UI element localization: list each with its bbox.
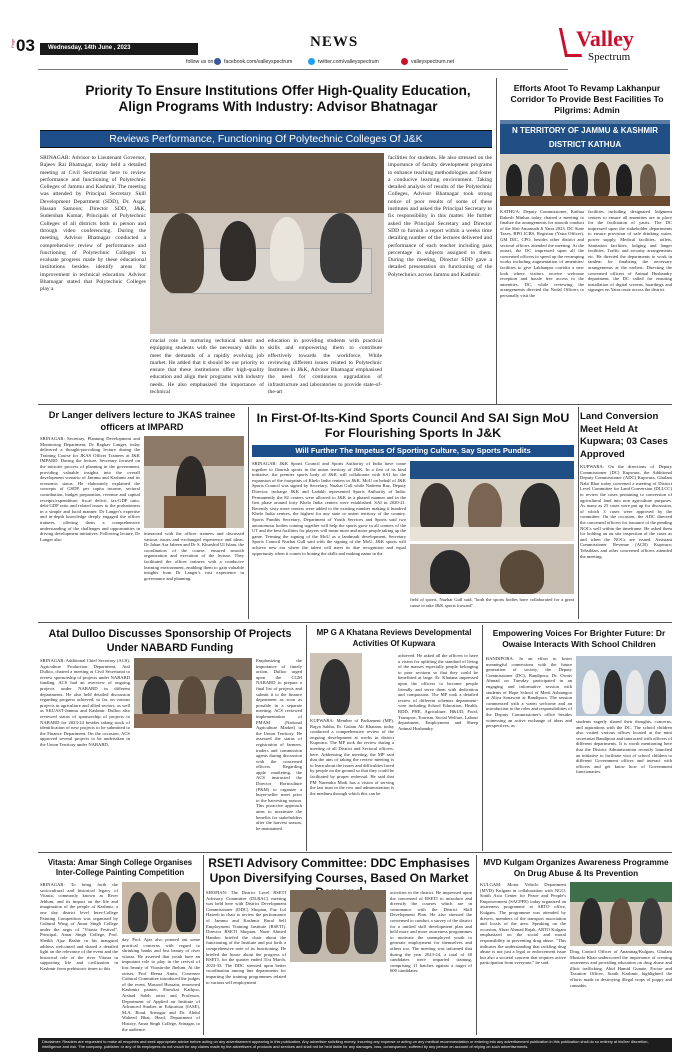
photo-a9 xyxy=(122,882,200,934)
deck-a4 xyxy=(252,445,574,457)
logo-top: Valley xyxy=(576,26,634,51)
headline-a4: In First-Of-Its-Kind Sports Council And SAI Sign MoU For Flourishing Sports In J&K xyxy=(256,411,570,440)
a10-col1: SHOPIAN: The District Level RSETI Advisory Committee (DLRAC) meeting was held here with District Development Commissioner (DDC) Shopian, Faz Lul Haseeb in chair to review the performance of Jammu and Kashmir Rural Self Employment Training Institute (RSETI). Director RSETI Shopian, Nazir Ahmed Handoo briefed the chair about the functioning of the Institute and put forth a comprehensive note of its functioning. He briefed the house about the progress of RSETI, for the quarter ended 31st March, 2023-33. The DDC stressed upon better coordination among line departments for imparting the training programmes related to various self employment xyxy=(206,890,286,985)
photo-a6 xyxy=(134,658,252,728)
banner-a2: N TERRITORY OF JAMMU & KASHMIR DISTRICT KATHUA xyxy=(500,124,670,154)
photo-a11 xyxy=(570,882,672,946)
photo-a4b xyxy=(410,544,574,594)
v-divider-bottom-a xyxy=(306,625,307,851)
headline-a2: Efforts Afoot To Revamp Lakhanpur Corridor To Provide Best Facilities To Pilgrims: Admin xyxy=(510,83,664,115)
page-label: Page xyxy=(10,38,15,48)
facebook-link[interactable]: facebook.com/valleyspectrum xyxy=(224,59,293,65)
a2-col2: facilities including designated lodgment centers to ensure all amenities are in place for the facilitation of yatris. The DC impressed upon the stakeholder departments to ensure provision of safe drinking water, power supply, Medical facilities, toilets, Sanitation facilities, lodging and langer facilities, Traffic and security arrangements etc. He directed the departments to work in tandem for finalizing the necessary arrangements at the earliest. Directing the concerned officers of Animal Husbandry department, the DC called for ensuring installation of digital screens, hoardings and signages on Yatra route across the district. xyxy=(588,209,672,293)
v-divider-mid-b xyxy=(578,407,579,619)
photo-a3 xyxy=(144,436,244,528)
logo-bottom: Spectrum xyxy=(588,51,631,63)
a1-col3: education in providing students with practical skills and empowering them to contribute effectively towards the workforce. While reviewing different issues related to Polytechnic Institutes in J&K, Advisor Bhatnagar emphasised the need for continuous upgradation of infrastructure and laboratories to provide state-of-the-art xyxy=(268,338,382,396)
v-divider-bottom-b xyxy=(482,625,483,851)
a1-col1: SRINAGAR: Advisor to Lieutenant Governor, Rajeev Rai Bhatnagar, today held a detailed meeting at Civil Secretariat here to review performance and functioning of Polytechnic Colleges of Jammu and Kashmir. The meeting was attended by Principal Secretary Skill Development Department (SDD), Dr. Asgar Hassan Samoon; Director SDD, J&K, Sudershan Kumar, Principals of Polytechnic Colleges of all districts both in person and through video conferencing. During the meeting, Advisor Bhatnagar conducted a comprehensive review of performance and functioning of Polytechnic Colleges to evaluate progress made by these educational institutions besides identify areas for improvement in technical education. Advisor Bhatnagar stated that Polytechnic Colleges play a xyxy=(40,155,146,293)
twitter-link[interactable]: twitter.com/valleyspectrum xyxy=(318,59,379,65)
a6-col2: Emphasizing the importance of timely action, Dulloo urged upon the CGM NABARD to prepare a final list of projects and submit it to the finance department as soon as possible in a separate meeting. ACS reviewed implementation of PMAM (National Agriculture Market) in the Union Territory. He assessed the status of registration of farmers, traders and commission agents during discussion with the concerned officers. Regarding apple marketing, the ACS instructed the Director Horticulture (P&M) to organize a buyer-seller meet prior to the harvesting season. This proactive approach aims to maximize the benefits for stakeholders after the harvest season, he maintained. xyxy=(256,658,302,831)
logo xyxy=(562,24,670,68)
social-bar xyxy=(186,59,566,67)
photo-a7 xyxy=(310,653,362,715)
issue-date: Wednesday, 14th June , 2023 xyxy=(48,45,131,51)
website-link[interactable]: valleyspectrum.net xyxy=(411,59,455,65)
a8-col2: students eagerly shared their thoughts, concerns, and aspirations with the DC. The school children also visited various offices located at the mini secretariat Bandipora and interacted with officers of different departments. It is worth mentioning here that the District Administration recently launched an initiative to facilitate visit of school children to different Government offices and interact with officers and get know how of Government functionaries. xyxy=(576,719,672,775)
header-divider xyxy=(38,69,568,70)
headline-a8: Empowering Voices For Brighter Future: Dr Owaise Interacts With School Children xyxy=(492,628,666,649)
headline-a7: MP G A Khatana Reviews Developmental Activities Of Kupwara xyxy=(316,628,472,648)
twitter-icon xyxy=(308,58,315,65)
a1-col4: facilities for students. He also stressed on the importance of faculty development programs to enhance teaching methodologies and foster a conducive learning environment. Taking detailed analysis of results of the Polytechnic Colleges, Advisor Bhatnagar took strong notice of poor results of some of these institutes and asked the Principal Secretary to fix responsibility in this matter. He further asked the Principal Secretary and Director SDD to furnish a report within a weeks time detailing number of the lectures delivered and performance of each teacher including pass percentage in subjects assigned to them. During the meeting, Director SDD gave a detailed presentation on functioning of the Polytechnics across Jammu and Kashmir. xyxy=(388,155,492,278)
deck-a1-text: Reviews Performance, Functioning Of Polytechnic Colleges Of J&K xyxy=(109,133,423,145)
date-bar xyxy=(40,43,198,55)
headline-a10: RSETI Advisory Committee: DDC Emphasises Upon Diversifying Courses, Based On Market xyxy=(208,856,470,885)
headline-a1: Priority To Ensure Institutions Offer High-Quality Education, Align Programs With Industry: Advisor Bhatnagar xyxy=(85,83,471,114)
a3-col1: SRINAGAR: Secretary, Planning Development and Monitoring Department, Dr Raghav Langer, today delivered a thought-provoking lecture during the Training Course for JKAS Officer Trainees at J&K IMPARD. During the lecture, Secretary focused on the intricate process of planning in the government, providing valuable insights into the overall development scenario of Jammu and Kashmir and its economic status. He elaborately explained the concepts of GSDP, per capita income, sectoral contribution, budget preparation, revenue and capital receipts/expenditure, fiscal deficit, tax-GDP ratio, debt-GDP ratio and related issues to the probationers in a simple and lucid manner. Dr Langer's expertise and in-depth knowledge deeply engaged the officer trainees, offering them a comprehensive understanding of the challenges and opportunities in driving development initiatives. Following lecture, Dr Langer also xyxy=(40,436,140,542)
a2-col1: KATHUA: Deputy Commissioner, Kathua Rakesh Minhas today chaired a meeting to finalize the arrangements for smooth conduct of the Shri Amarnath Ji Yatra 2023. DC State Taxes, BPO ICBS, Registrar (Yatra Officer), GM DIC, CPO, besides other district and sectoral officers attended the meeting. At the outset, the DC impressed upon all the concerned officers to speed up the revamping works including augmentation of amenities/ facilities to give Lakhanpur corridor a new look where visitors receive welcome reception and hassle free access to the amenities. DC, while reviewing the arrangements directed the Nodal Officers to personally visit the xyxy=(500,209,584,298)
photo-a8 xyxy=(576,656,672,716)
h-divider-3 xyxy=(38,852,672,853)
a1-col2: crucial role in nurturing technical talent and equipping students with the necessary skills to meet the demands of a rapidly evolving job market. He added that it should be our priority to ensure that these institutions offer high-quality education and align their programs with industry needs. He also emphasized the importance of technical xyxy=(150,338,264,396)
deck-a4-text: Will Further The Impetus Of Sporting Culture, Say Sports Pundits xyxy=(295,446,531,455)
facebook-icon xyxy=(214,58,221,65)
headline-a9: Vitasta: Amar Singh College Organises Inter-College Painting Competition xyxy=(47,858,193,877)
a5-col1: KUPWARA: On the directions of Deputy Commissioner (DC) Kupwara, the Additional Deputy Commissioner (ADC) Kupwara, Ghulam Nabi Bhat today convened a meeting of District Level Committee for Land Conversion (DLLCC) to review the cases pertaining to conversion of agricultural land into non agriculture purposes. As many as 25 cases were put up for discussion, of which 3 cases were approved by the committee. On the occasion, the ADC directed the concerned officers for issuance of the pending NOCs well within the timeframe. He asked them for holding an on site inspection of the cases as and when the NOCs are issued. Assistant Commissioner Revenue (ACR) Kupwara; Tehsildars and other concerned officers attended the meeting. xyxy=(580,464,672,559)
a9-col1: SRINAGAR: To bring forth the sociocultural and historical legacy of Vitasta, commonly known as River Jehlum, and its impact on the life and imagination of the people of Kashmir, a one day district level Inter-College Painting Competition was organised by Cultural Wing of Amar Singh College under the aegis of "Vitasta Festival". Principal, Amar Singh College, Prof. Sheikh Ajaz Bashir in his inaugural address welcomed and shared a detailed light on the relevance of the event and the historical role of the river Vitasta in supporting life and civilization in Kashmir from prehistoric times to this xyxy=(40,882,118,971)
headline-a5: Land Conversion Meet Held At Kupwara; 03 Cases Approved xyxy=(580,411,668,460)
a10-col2: activities in the district. He impressed upon the concerned of RSETI to introduce and diversify the courses which are in consonance with the District Skill Development Plan. He also stressed the concerned to conduct a survey of the district for a unified skill development plan and held more and more awareness programmes to motivate the unemployed youth to generate employment for themselves and others too. The meeting was informed that during the year 2023-24, a total of 40 candidates were imparted training, comprising 11 batches against a target of 600 candidates. xyxy=(390,890,472,974)
page-number: 03 xyxy=(16,36,35,55)
photo-a2 xyxy=(500,120,670,206)
h-divider-2 xyxy=(38,622,672,623)
a11-col1: KULGAM: Motor Vehicle Department (MVD) Kulgam in collaboration with NGO, South Asia Center for Peace and People's Empowerment (SACPPE) today organized an awareness programme at ARTO office, Kulgam. The programme was attended by drivers, members of the transport association and locals of the area. Speaking on the occasion, Abrar Ahmad Rajak, ARTO Kulgam emphasized on the social and moral responsibility in preventing drug abuse. "This indicates the understanding that tackling drug abuse is not just a legal or enforcement issue but also a societal concern that requires active participation from everyone," he said. xyxy=(480,882,566,966)
follow-label: follow us on xyxy=(186,59,214,65)
photo-a1 xyxy=(150,153,384,334)
a11-col2: Drug Control Officer of Anantnag/Kulgam, Ghulam Mustafa Khan underscored the importance of creating awareness and providing education on drug abuse and illicit trafficking. Abid Hamid Gunaie, Excise and Taxation Officer, South Kashmir highlighted the efforts made in destroying illegal crops of poppy and cannabis. xyxy=(570,949,672,988)
a4-col1: SRINAGAR: J&K Sports Council and Sports Authority of India have come together to flourish sports in the union territory of J&K. In a first of its kind initiative, the premier sports body of J&K will collaborate with SAI for the expansion of the footprints of Khelo India centers in J&K. MoU on behalf of J&K Sports Council was signed by Secretary, Nuzhat Gull while Nadeem Raz, Deputy Director, incharge J&K and Ladakh represented Sports Authority of India. Permanently the 82 centers were allowed to J&K in a phased manner and in the first phase around forty Khelo India centers were established. SAI in 2020-21. Recently sixty more centers were added to the existing number making it hundred Khelo India centres, the highest for any state or union territory of the country. Sports Pundits Secretary, Department of Youth Services and Sports said two autonomous bodies coming together will help the sports grow in all corners of the UT and the best facilities for players will mean more and more people taking up the game. Terming the signing of the MoU as a landmark development, Secretary Sports Council Nuzhat Gull said with the signing of the MoU, J&K sports will achieve new era where the talent will meet its due recognition and equal opportunity when it comes to honing the skills and making name in the xyxy=(252,461,406,556)
deck-a1 xyxy=(40,130,492,148)
disclaimer-text: Disclaimer: Readers are requested to make all enquiries and seek appropriate advice before acting on any advertisement appearing in this publication. Any advertiser soliciting money, incurring any expense or acting on any medical recommendation or entering into any advertisement publication in this publication shall do so entirely at his/her discretion, intelligence and risk. The company, publisher or any of its employees do not vouch for any claims made by the advertisers of products and services and shall not be held liable for any damages, loss, consequence, suffered by any person on account of relying on such advertisements. xyxy=(42,1039,649,1049)
globe-icon xyxy=(401,58,408,65)
v-divider-top xyxy=(496,78,497,404)
section-title: NEWS xyxy=(310,34,359,50)
h-divider-1 xyxy=(38,404,672,405)
a3-col2: interacted with the officer trainees and discussed various issues and exchanged experience and ideas. Dr Jahan Ara Jabeen and Dr S. Khurshid Ul Islam, the coordinators of the course, ensured smooth organization and execution of the lecture. They facilitated the officer trainees with a conducive learning environment, enabling them to gain valuable insights from Dr Langer's vast experience in governance and planning. xyxy=(144,531,244,581)
headline-a3: Dr Langer delivers lecture to JKAS trainee officers at IMPARD xyxy=(48,410,236,432)
masthead xyxy=(0,0,680,70)
headline-a11: MVD Kulgam Organizes Awareness Programme On Drug Abuse & Its Prevention xyxy=(483,858,669,878)
a7-col2: achieved. He asked all the officers to have a vision for uplifting the standard of living of the masses especially people belonging to poor sections so that they could be benefitted at large. Er. Khatana impressed upon the officers to become people friendly and serve them with dedication and compassion. The MP took a detailed review of different schemes department-wise including School Education, Health, RDD, PHE, Agriculture, H&UD, Food, Transport, Tourism, Social Welfare, Labour department, Employment and Sheep Animal Husbandry. xyxy=(398,653,478,731)
a9-col2: day. Prof. Ajaz also pointed out some practical concerns with regard to shrinking banks and lost beauty of river vitasta. He asserted that youth have an important role to play in the revival of lost beauty of Vitasta-the Jhelum. At the outset, Prof Heena Amin, Convener Cultural Committee introduced the judges of the event, Masood Hussain, renowned Kashmiri painter, Showkat Kathjoo, Arshad Saleh artist and Professor, Department of Applied art Institute of Advanced Studies in Education (IASE), M.A. Road, Srinagar and Dr. Abdul Waheed Bhat, Head, Department of History, Amar Singh College, Srinagar, to the audience. xyxy=(122,937,200,1032)
a8-col1: BANDIPORA: In an effort to foster meaningful connections with the future generation of society, the Deputy Commissioner (DC), Bandipora, Dr. Owais Ahmad on Tuesday participated in an engaging and informative session with students of Hope School of Merit Ashtangoo at Aliya Sonawari at Bandipora. The session commenced with a warm welcome and an introduction to the roles and responsibilities of the Deputy Commissioner's office besides witnessing an active exchange of ideas and perspectives, as xyxy=(486,656,572,729)
headline-a6: Atal Dulloo Discusses Sponsorship Of Projects Under NABARD Funding xyxy=(48,628,292,654)
photo-a4 xyxy=(410,461,574,541)
a6-col1: SRINAGAR: Additional Chief Secretary (ACS), Agriculture Production Department, Atal Dulloo, chaired a meeting at Civil Secretariat to review sponsorship of projects under NABARD funding. ACS had an overview of ongoing projects under NABARD in different departments. He also held detailed discussion regarding progress achieved, so far, on various projects in agriculture and allied sectors, as well as SKUAST-Jammu and Kashmir. Dulloo also reviewed status of sponsorship of projects to NABARD for 2023-24 besides taking stock of identification of new projects to be submitted to the Finance Department. On the occasion, ACS approved several projects to be undertaken in the Union Territory under NABARD, xyxy=(40,658,130,747)
a7-col1: KUPWARA: Member of Parliament (MP), Rajya Sabha, Er. Gulam Ali Khatana, today conducted a comprehensive review of the ongoing development at works in district Kupwara. The MP took the review during a meeting of all District and Sectoral officers, here. Addressing the meeting, the MP said that the aim of taking the review meeting is to learn about the issues and difficulties faced by people on the ground so that they could be facilitated by proper redressal. He said that PM Narendra Modi has a vision of serving the last man in the row and administration is the medium through which this can be xyxy=(310,718,394,796)
v-divider-mid-a xyxy=(248,407,249,619)
a4-col2: field of sports. Nuzhat Gull said, "both the sports bodies have collaborated for a great cause to take J&K sports forward". xyxy=(410,597,574,608)
footer-disclaimer xyxy=(38,1038,672,1052)
v-divider-foot-a xyxy=(203,855,204,1035)
v-divider-foot-b xyxy=(476,855,477,1035)
photo-a10 xyxy=(290,890,386,962)
